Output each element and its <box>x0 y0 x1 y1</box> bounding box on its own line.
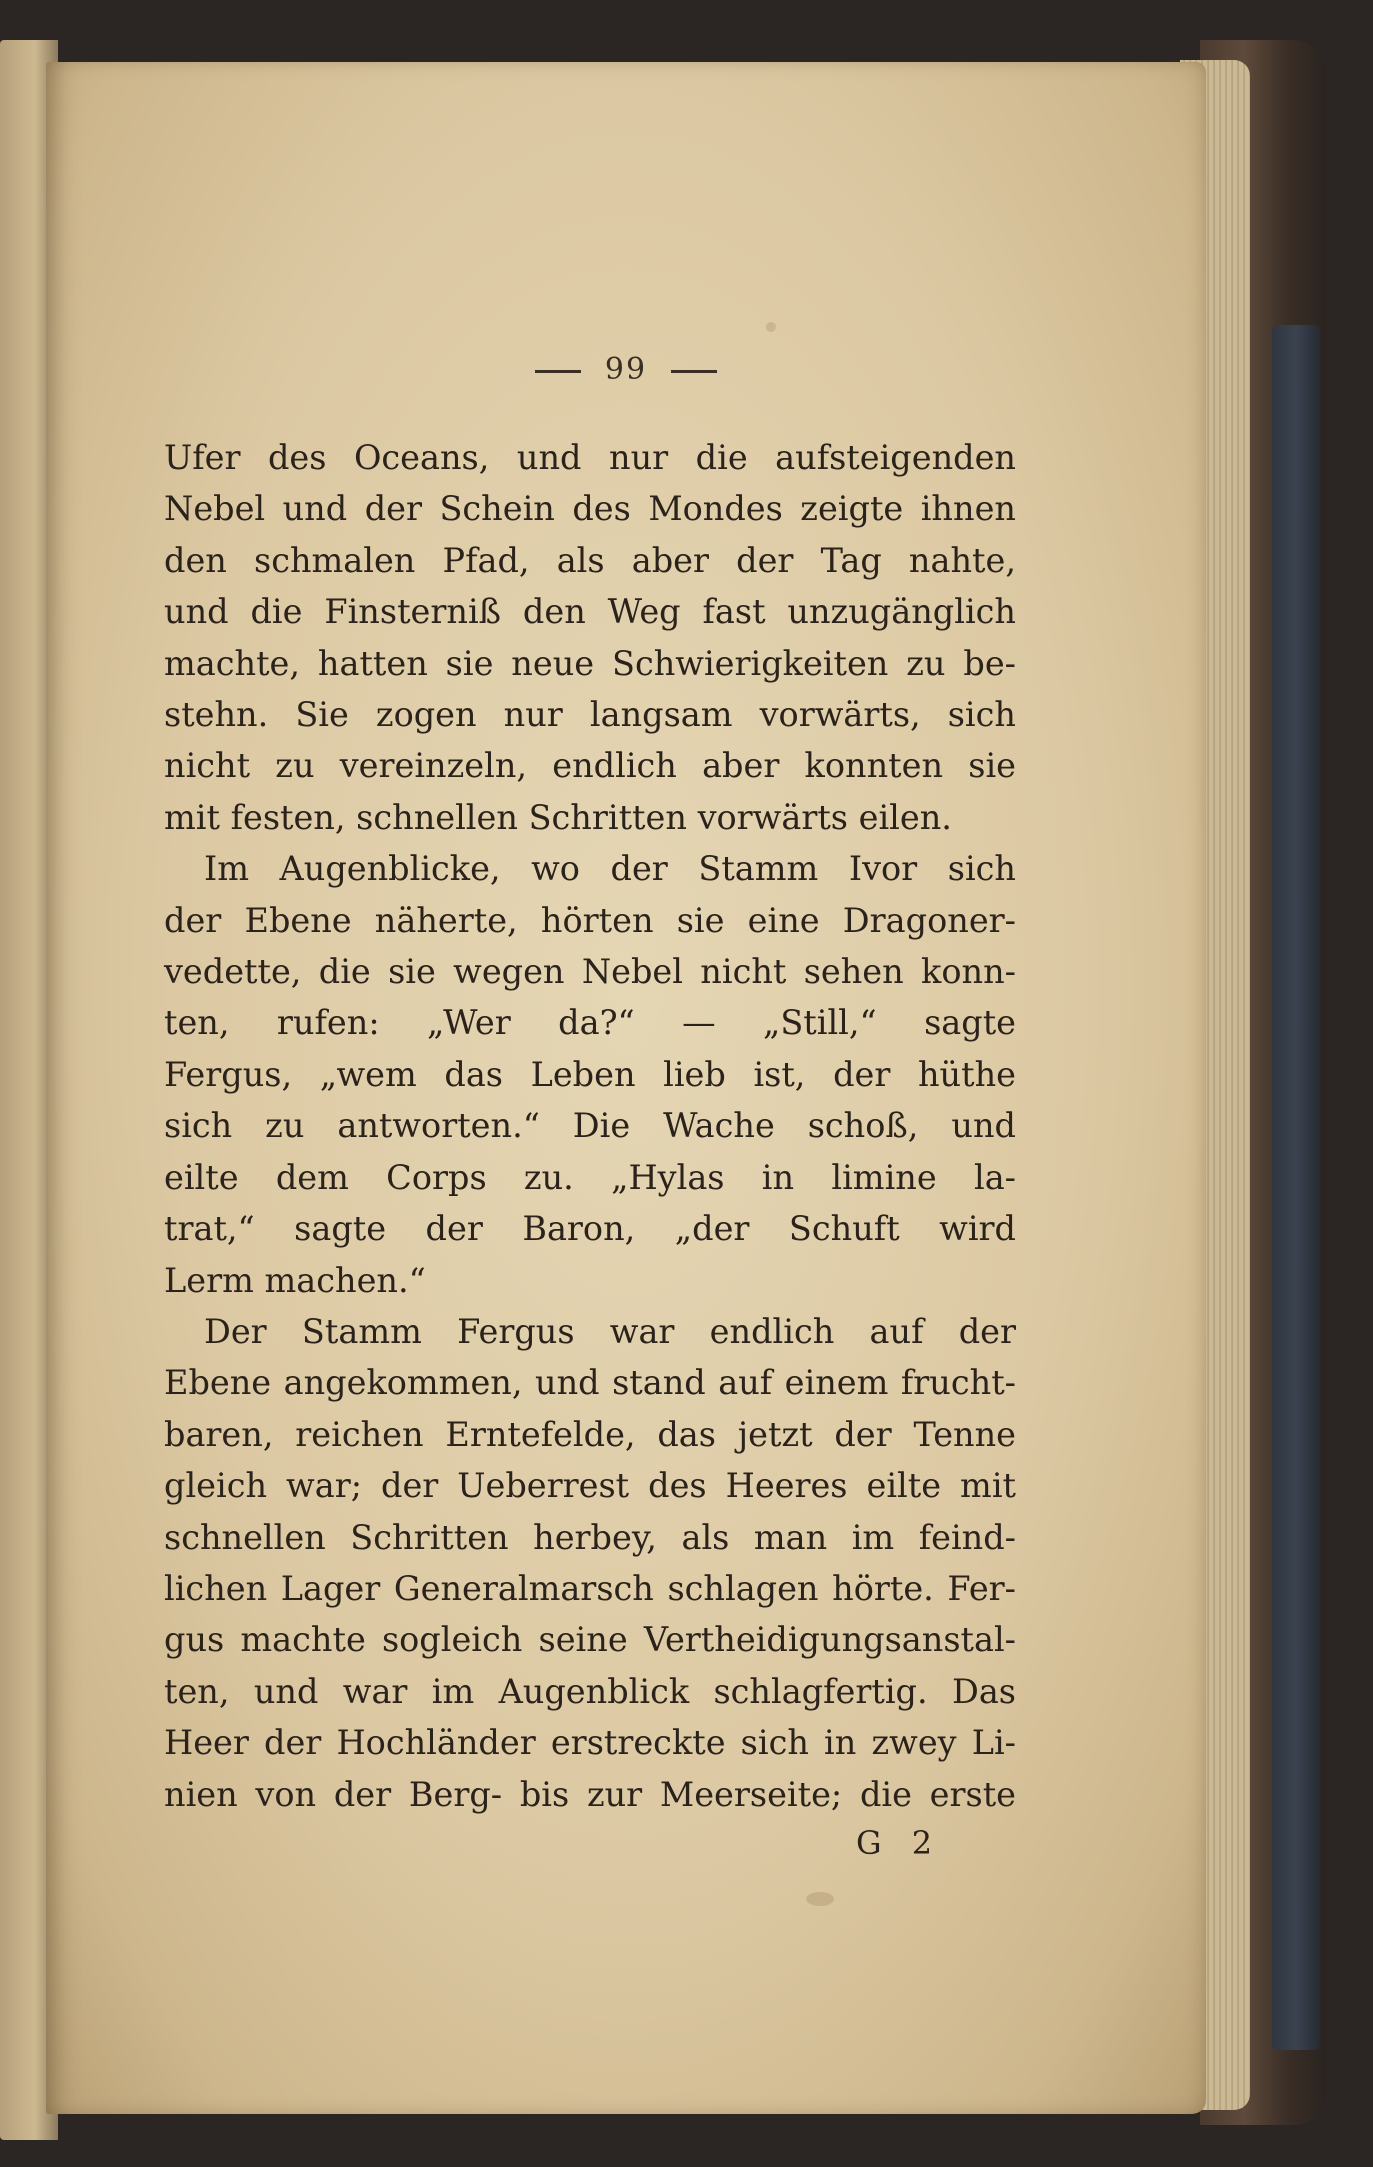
text-line: Ebene angekommen, und stand auf einem frucht- <box>164 1363 1016 1403</box>
book-page <box>46 62 1206 2114</box>
text-line: Fergus, „wem das Leben lieb ist, der hüthe <box>164 1054 1016 1094</box>
header-dash-left <box>535 370 581 373</box>
page-header <box>46 352 1206 387</box>
text-line: sich zu antworten.“ Die Wache schoß, und <box>164 1106 1016 1146</box>
text-line: mit festen, schnellen Schritten vorwärts eilen. <box>164 797 952 837</box>
text-line: lichen Lager Generalmarsch schlagen hörte. Fer- <box>164 1568 1016 1608</box>
text-line: den schmalen Pfad, als aber der Tag nahte, <box>164 540 1016 580</box>
text-line: nicht zu vereinzeln, endlich aber konnten sie <box>164 746 1016 786</box>
text-line: Nebel und der Schein des Mondes zeigte ihnen <box>164 489 1016 529</box>
text-line: trat,“ sagte der Baron, „der Schuft wird <box>164 1209 1016 1249</box>
text-line: machte, hatten sie neue Schwierigkeiten zu be- <box>164 643 1016 683</box>
text-line: Heer der Hochländer erstreckte sich in zwey Li- <box>164 1723 1016 1763</box>
text-line: schnellen Schritten herbey, als man im feind- <box>164 1517 1016 1557</box>
text-line: vedette, die sie wegen Nebel nicht sehen konn- <box>164 952 1016 992</box>
text-line: gus machte sogleich seine Vertheidigungsanstal- <box>164 1620 1016 1660</box>
page-number: 99 <box>604 352 648 387</box>
text-line: nien von der Berg- bis zur Meerseite; die erste <box>164 1774 1016 1814</box>
text-line: ten, und war im Augenblick schlagfertig. Das <box>164 1671 1016 1711</box>
text-line: eilte dem Corps zu. „Hylas in limine la- <box>164 1157 1016 1197</box>
body-text <box>164 432 1016 1820</box>
text-line: und die Finsterniß den Weg fast unzugänglich <box>164 592 1016 632</box>
header-dash-right <box>671 370 717 373</box>
text-line: baren, reichen Erntefelde, das jetzt der Tenne <box>164 1414 1016 1454</box>
text-line: stehn. Sie zogen nur langsam vorwärts, sich <box>164 695 1016 735</box>
cover-edge <box>1272 325 1320 2050</box>
text-line: Ufer des Oceans, und nur die aufsteigenden <box>164 438 1016 477</box>
text-line: der Ebene näherte, hörten sie eine Dragoner- <box>164 900 1016 940</box>
ink-spot <box>766 322 776 332</box>
text-line: Lerm machen.“ <box>164 1260 426 1300</box>
text-line: Im Augenblicke, wo der Stamm Ivor sich <box>204 849 1016 889</box>
ink-spot <box>806 1892 834 1906</box>
text-line: ten, rufen: „Wer da?“ — „Still,“ sagte <box>164 1003 1016 1043</box>
text-line: Der Stamm Fergus war endlich auf der <box>204 1311 1016 1351</box>
signature-mark: G 2 <box>856 1824 943 1862</box>
text-line: gleich war; der Ueberrest des Heeres eilte mit <box>164 1466 1016 1506</box>
